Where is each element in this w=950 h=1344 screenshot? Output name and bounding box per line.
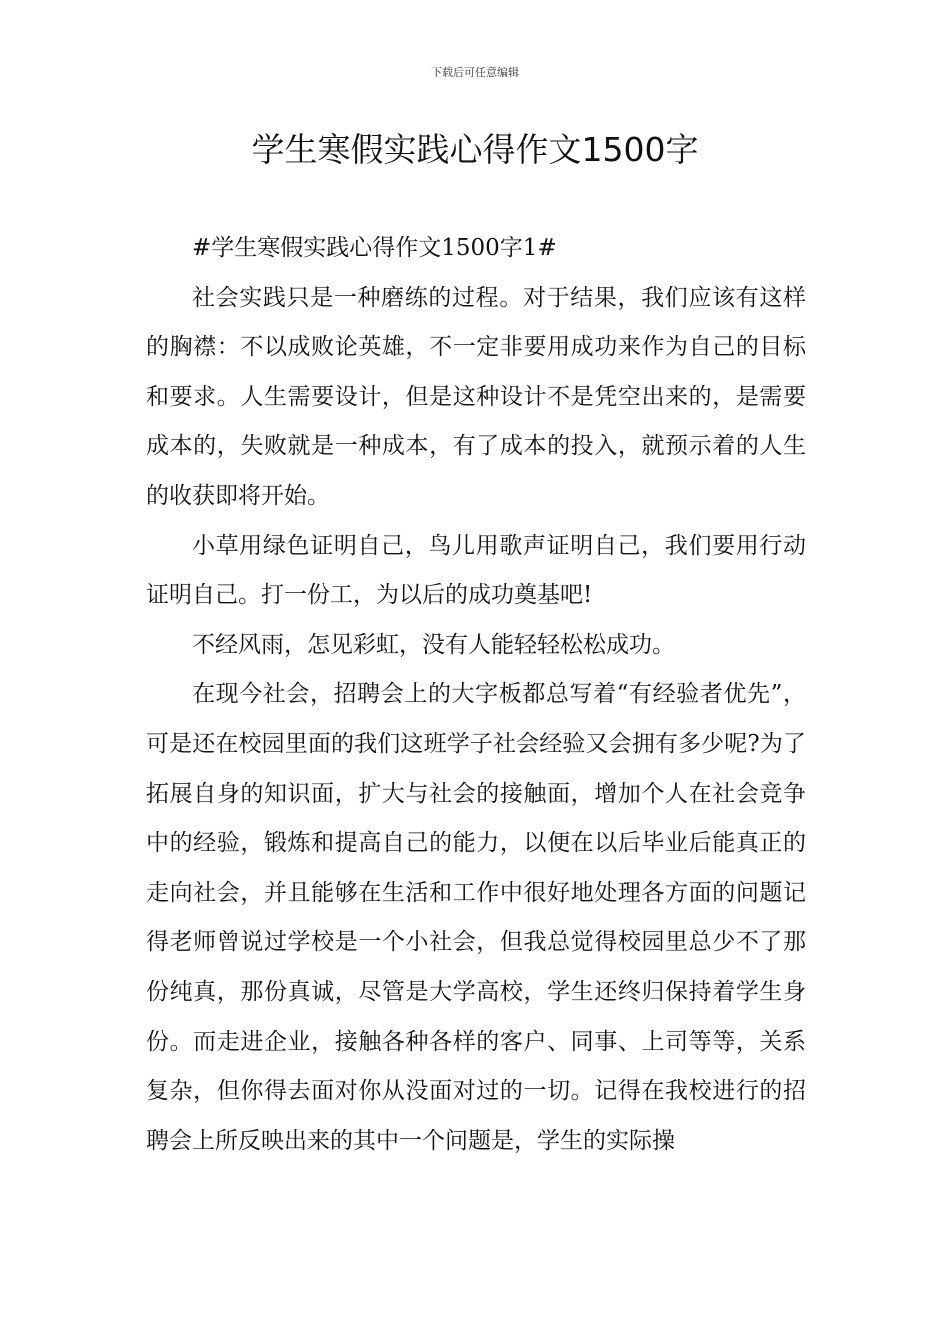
paragraph-1: 社会实践只是一种磨练的过程。对于结果，我们应该有这样的胸襟：不以成败论英雄，不一定非要用成功来作为自己的目标和要求。人生需要设计，但是这种设计不是凭空出来的，是需要成本的，失败就是一种成本，有了成本的投入，就预示着的人生的收获即将开始。 [146,284,806,509]
paragraph-3: 不经风雨，怎见彩虹，没有人能轻轻松松成功。 [192,631,675,658]
section-heading: #学生寒假实践心得作文1500字1# [192,235,557,261]
header-note: 下载后可任意编辑 [431,66,519,79]
paragraph-4: 在现今社会，招聘会上的大字板都总写着“有经验者优先”，可是还在校园里面的我们这班学子社会经验又会拥有多少呢?为了拓展自身的知识面，扩大与社会的接触面，增加个人在社会竞争中的经验，锻炼和提高自己的能力，以便在以后毕业后能真正的走向社会，并且能够在生活和工作中很好地处理各方面的问题记得老师曾说过学校是一个小社会，但我总觉得校园里总少不了那份纯真，那份真诚，尽管是大学高校，学生还终归保持着学生身份。而走进企业，接触各种各样的客户、同事、上司等等，关系复杂，但你得去面对你从没面对过的一切。记得在我校进行的招聘会上所反映出来的其中一个问题是，学生的实际操 [146,681,806,1154]
document-body [146,224,806,1166]
paragraph-2: 小草用绿色证明自己，鸟儿用歌声证明自己，我们要用行动证明自己。打一份工，为以后的成功奠基吧! [146,532,806,609]
document-title: 学生寒假实践心得作文1500字 [251,130,699,169]
